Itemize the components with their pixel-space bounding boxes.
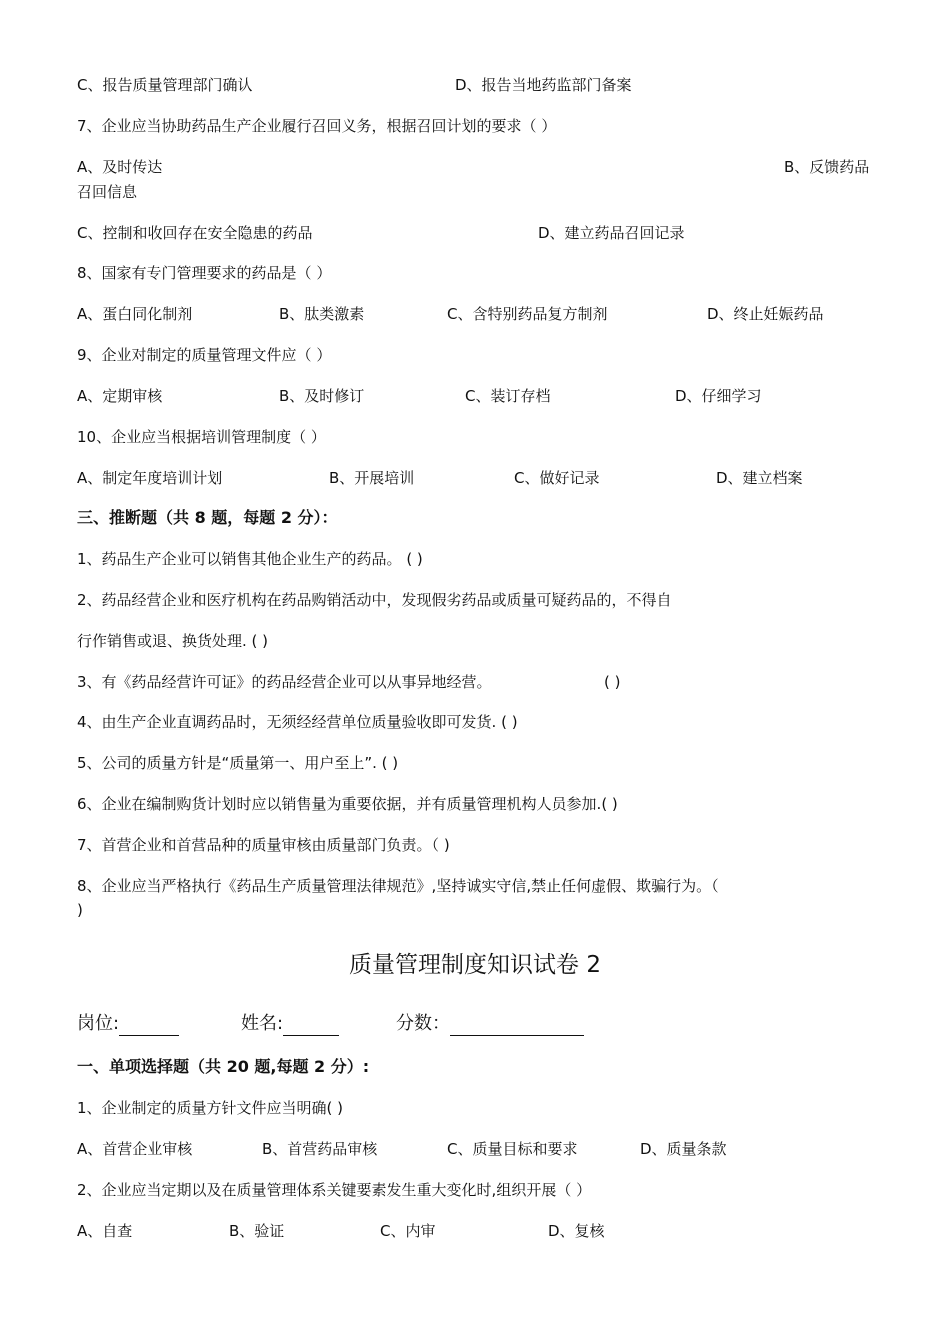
q10-option-b: B、开展培训 xyxy=(329,469,415,487)
exam2-q1-stem: 1、企业制定的质量方针文件应当明确( ) xyxy=(77,1099,344,1117)
exam2-section1-heading: 一、单项选择题（共 20 题,每题 2 分）: xyxy=(77,1057,370,1076)
q8-option-d: D、终止妊娠药品 xyxy=(707,305,824,323)
q7-option-b: B、反馈药品 xyxy=(784,158,870,176)
exam2-q2-option-b: B、验证 xyxy=(229,1222,285,1240)
score-blank[interactable] xyxy=(450,1017,584,1036)
exam2-q2-option-d: D、复核 xyxy=(548,1222,605,1240)
judge-item-8-continued: ) xyxy=(77,901,83,919)
name-label: 姓名: xyxy=(241,1013,284,1034)
q6-option-d: D、报告当地药监部门备案 xyxy=(455,76,632,94)
exam2-q2-option-a: A、自查 xyxy=(77,1222,133,1240)
judge-item-2-continued: 行作销售或退、换货处理. ( ) xyxy=(77,632,269,650)
exam2-q1-option-c: C、质量目标和要求 xyxy=(447,1140,578,1158)
judge-item-1: 1、药品生产企业可以销售其他企业生产的药品。 ( ) xyxy=(77,550,423,568)
exam2-q2-option-c: C、内审 xyxy=(380,1222,436,1240)
q7-option-a: A、及时传达 xyxy=(77,158,163,176)
q7-option-b-continued: 召回信息 xyxy=(77,183,138,201)
q8-option-b: B、肽类激素 xyxy=(279,305,365,323)
judge-item-6: 6、企业在编制购货计划时应以销售量为重要依据，并有质量管理机构人员参加.( ) xyxy=(77,795,618,813)
judge-item-5: 5、公司的质量方针是“质量第一、用户至上”. ( ) xyxy=(77,754,399,772)
q7-option-d: D、建立药品召回记录 xyxy=(538,224,685,242)
name-field xyxy=(241,1012,339,1036)
judge-item-4: 4、由生产企业直调药品时，无须经经营单位质量验收即可发货. ( ) xyxy=(77,713,518,731)
q10-stem: 10、企业应当根据培训管理制度（ ） xyxy=(77,428,326,446)
q10-option-d: D、建立档案 xyxy=(716,469,803,487)
q8-option-a: A、蛋白同化制剂 xyxy=(77,305,193,323)
q9-stem: 9、企业对制定的质量管理文件应（ ） xyxy=(77,346,332,364)
q6-option-c: C、报告质量管理部门确认 xyxy=(77,76,253,94)
position-label: 岗位: xyxy=(77,1013,120,1034)
section3-heading: 三、推断题（共 8 题，每题 2 分）： xyxy=(77,508,338,527)
judge-item-3: 3、有《药品经营许可证》的药品经营企业可以从事异地经营。 xyxy=(77,673,492,691)
q9-option-c: C、装订存档 xyxy=(465,387,551,405)
position-blank[interactable] xyxy=(119,1017,179,1036)
position-field xyxy=(77,1012,179,1036)
score-field xyxy=(396,1012,584,1036)
judge-item-2: 2、药品经营企业和医疗机构在药品购销活动中，发现假劣药品或质量可疑药品的，不得自 xyxy=(77,591,672,609)
exam2-q1-option-a: A、首营企业审核 xyxy=(77,1140,193,1158)
q7-option-c: C、控制和收回存在安全隐患的药品 xyxy=(77,224,313,242)
judge-item-3-answer: ( ) xyxy=(604,673,621,691)
q10-option-c: C、做好记录 xyxy=(514,469,600,487)
q9-option-d: D、仔细学习 xyxy=(675,387,762,405)
judge-item-8: 8、企业应当严格执行《药品生产质量管理法律规范》,坚持诚实守信,禁止任何虚假、欺骗行为。（ xyxy=(77,877,719,895)
q8-option-c: C、含特别药品复方制剂 xyxy=(447,305,608,323)
q10-option-a: A、制定年度培训计划 xyxy=(77,469,223,487)
judge-item-7: 7、首营企业和首营品种的质量审核由质量部门负责。（ ) xyxy=(77,836,450,854)
q8-stem: 8、国家有专门管理要求的药品是（ ） xyxy=(77,264,332,282)
score-label: 分数： xyxy=(396,1013,450,1034)
exam2-q2-stem: 2、企业应当定期以及在质量管理体系关键要素发生重大变化时,组织开展（ ） xyxy=(77,1181,592,1199)
q9-option-a: A、定期审核 xyxy=(77,387,163,405)
q7-stem: 7、企业应当协助药品生产企业履行召回义务，根据召回计划的要求（ ） xyxy=(77,117,557,135)
q9-option-b: B、及时修订 xyxy=(279,387,365,405)
exam2-title: 质量管理制度知识试卷 2 xyxy=(349,952,601,978)
name-blank[interactable] xyxy=(283,1017,339,1036)
exam2-q1-option-d: D、质量条款 xyxy=(640,1140,727,1158)
exam2-q1-option-b: B、首营药品审核 xyxy=(262,1140,378,1158)
